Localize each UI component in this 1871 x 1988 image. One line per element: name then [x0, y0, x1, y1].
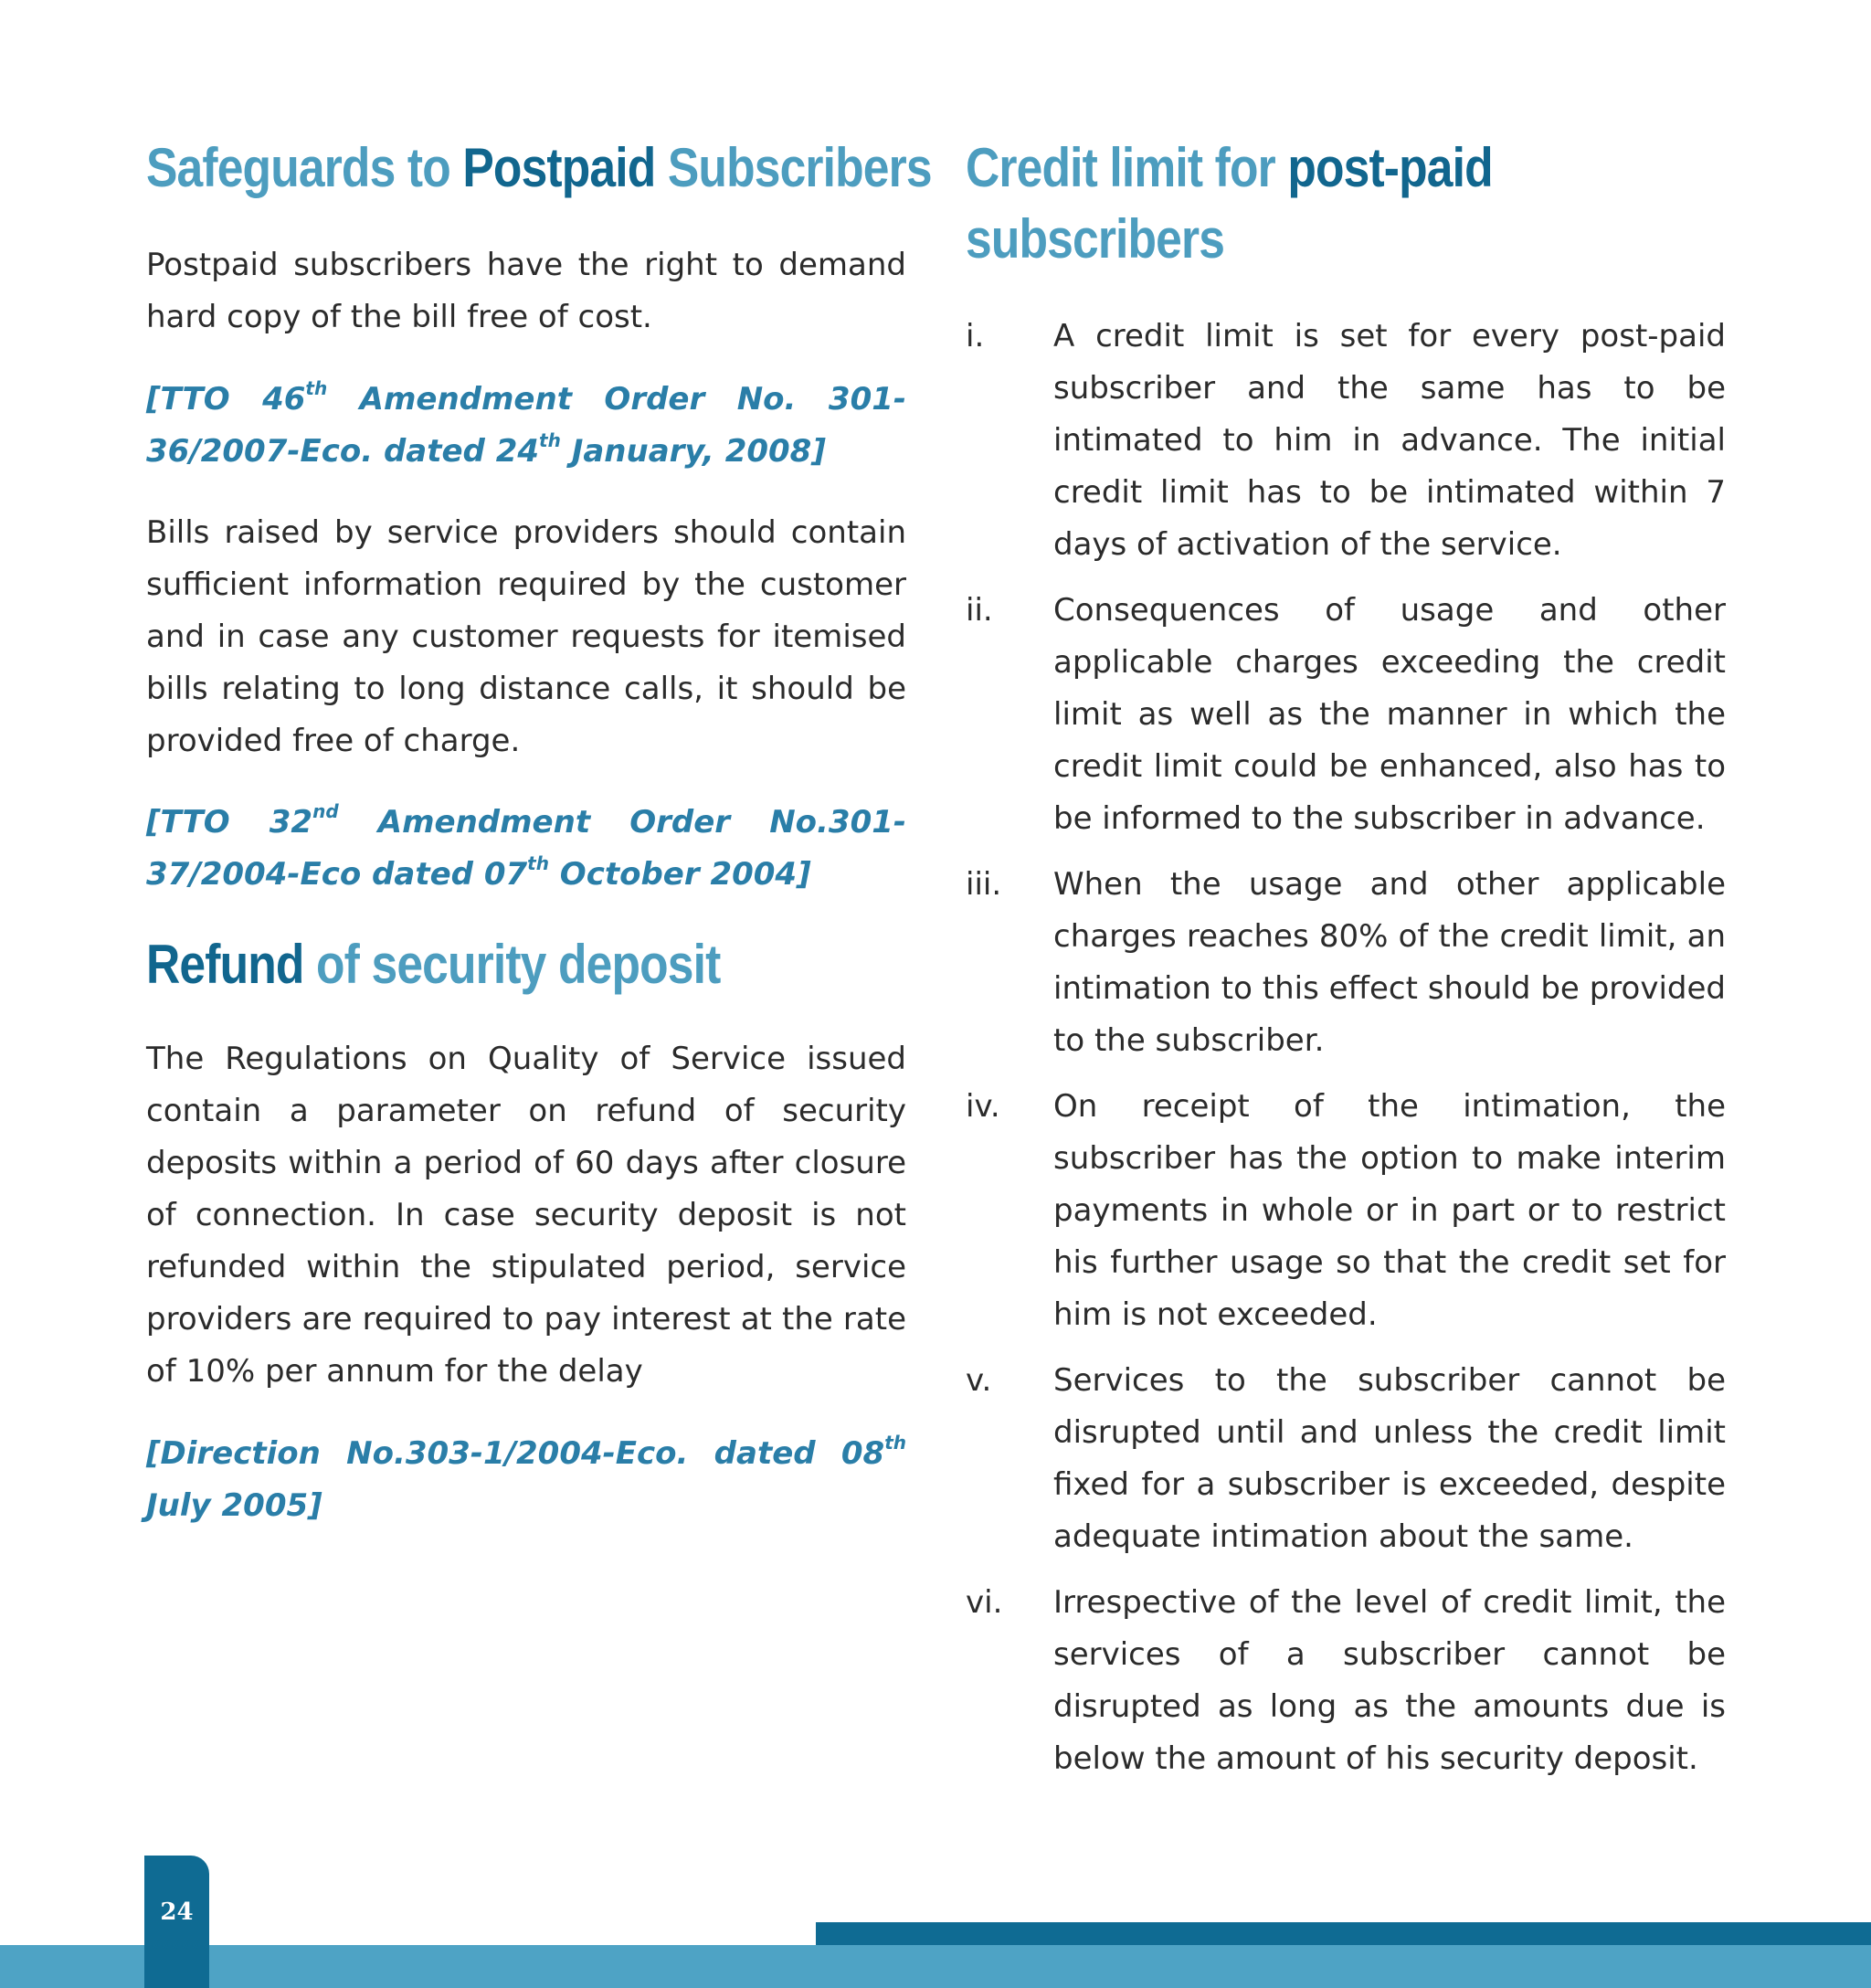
- ref3-a: [Direction No.303-1/2004-Eco. dated 08: [146, 1435, 885, 1472]
- paragraph-hard-copy-bill: Postpaid subscribers have the right to demand hard copy of the bill free of cost.: [146, 247, 906, 335]
- heading-safeguards: [146, 132, 932, 204]
- reference-tto-46: [146, 374, 906, 478]
- ref2-b: Amendment Order No.301-37/2004-Eco dated 07: [146, 804, 907, 893]
- footer-dark-stripe: [816, 1922, 1871, 1945]
- list-item-text: Irrespective of the level of credit limit, the services of a subscriber cannot be disrupted as long as the amounts due is below the amount of his security deposit.: [1053, 1584, 1726, 1777]
- ref1-sup2: th: [539, 428, 561, 451]
- ref2-a: [TTO 32: [146, 804, 313, 841]
- ref3-b: July 2005]: [146, 1487, 322, 1524]
- ref2-c: October 2004]: [548, 856, 811, 893]
- list-item-text: When the usage and other applicable charges reaches 80% of the credit limit, an intimation to this effect should be provided to the subscriber.: [1053, 866, 1726, 1059]
- list-item-number: iii.: [966, 866, 1002, 903]
- ref1-b: Amendment Order No. 301-36/2007-Eco. dated 24: [146, 381, 906, 470]
- reference-direction: [146, 1428, 906, 1532]
- reference-tto-32: [146, 797, 906, 901]
- paragraph-bills-information: Bills raised by service providers should contain sufficient information required by the customer and in case any customer requests for itemised bills relating to long distance calls, it should be provided free of charge.: [146, 514, 906, 759]
- list-item-text: Services to the subscriber cannot be disrupted until and unless the credit limit fixed for a subscriber is exceeded, despite adequate intimation about the same.: [1053, 1362, 1726, 1555]
- heading-refund: [146, 929, 720, 1000]
- heading-safeguards-part2: Postpaid: [462, 137, 656, 198]
- heading-refund-part2: of security deposit: [303, 934, 721, 995]
- ref1-c: January, 2008]: [560, 433, 826, 470]
- ref2-sup2: th: [527, 851, 549, 874]
- ref1-a: [TTO 46: [146, 381, 306, 418]
- list-item-number: v.: [966, 1362, 992, 1399]
- heading-credit-part1: Credit limit for: [966, 137, 1288, 198]
- list-item-number: vi.: [966, 1584, 1003, 1621]
- heading-refund-part1: Refund: [146, 934, 304, 995]
- heading-safeguards-part1: Safeguards to: [146, 137, 463, 198]
- heading-credit-limit: [966, 132, 1493, 204]
- heading-safeguards-part3: Subscribers: [655, 137, 932, 198]
- heading-credit-part2: post-paid: [1287, 137, 1493, 198]
- heading-credit-line2: subscribers: [966, 208, 1225, 270]
- paragraph-refund-regulations: The Regulations on Quality of Service issued contain a parameter on refund of security deposits within a period of 60 days after closure of connection. In case security deposit is not refunded within the stipulated period, service providers are required to pay interest at the rate of 10% per annum for the delay: [146, 1041, 906, 1390]
- list-item-number: ii.: [966, 592, 993, 629]
- ref3-sup1: th: [884, 1431, 906, 1454]
- list-item-number: i.: [966, 318, 985, 354]
- ref1-sup1: th: [305, 376, 328, 399]
- list-item-text: Consequences of usage and other applicable charges exceeding the credit limit as well as the manner in which the credit limit could be enhanced, also has to be informed to the subscriber in advance.: [1053, 592, 1726, 837]
- page-number: 24: [160, 1898, 194, 1926]
- list-item-text: A credit limit is set for every post-paid subscriber and the same has to be intimated to him in advance. The initial credit limit has to be intimated within 7 days of activation of the service.: [1053, 318, 1726, 563]
- ref2-sup1: nd: [312, 799, 339, 822]
- list-item-number: iv.: [966, 1088, 1000, 1125]
- footer-band: [0, 1945, 1871, 1988]
- list-item-text: On receipt of the intimation, the subscriber has the option to make interim payments in whole or in part or to restrict his further usage so that the credit set for him is not exceeded.: [1053, 1088, 1726, 1333]
